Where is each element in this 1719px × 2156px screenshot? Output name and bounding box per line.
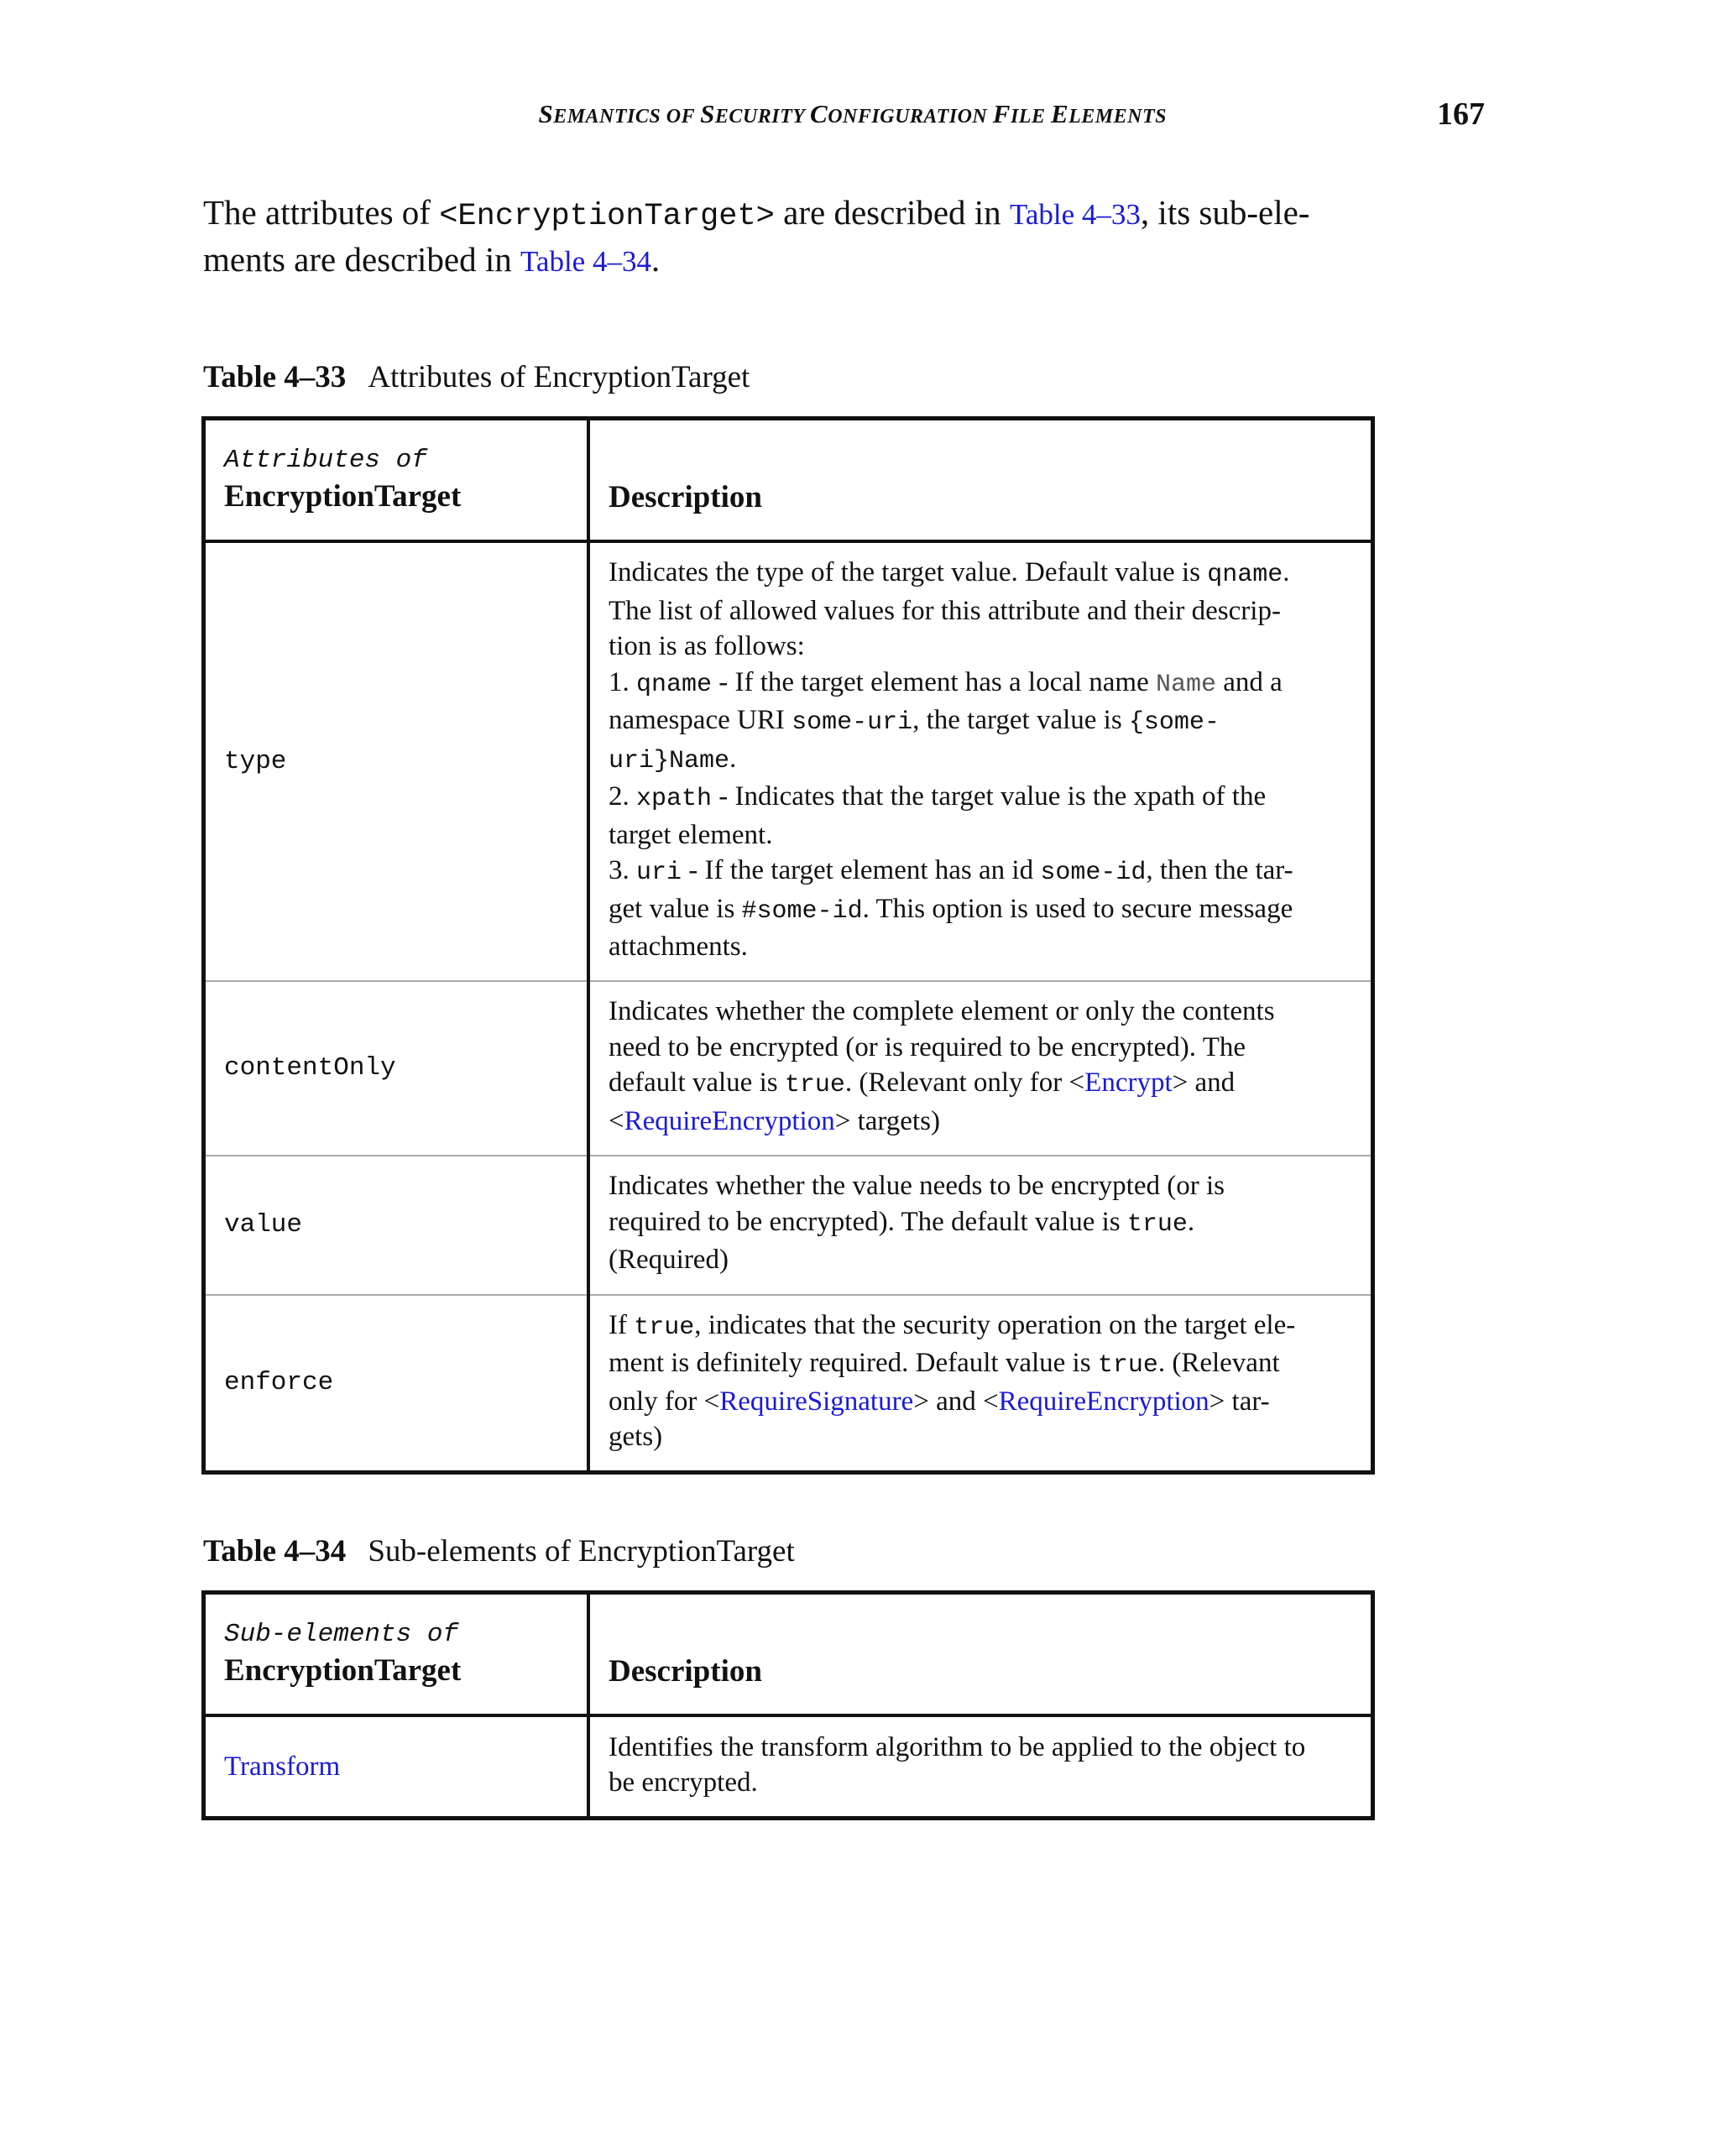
requireencryption-link[interactable]: RequireEncryption <box>624 1105 835 1136</box>
table-4-34-caption: Table 4–34 Sub-elements of EncryptionTarget <box>203 1534 795 1569</box>
table-header-row <box>204 419 1373 542</box>
header-cell-description: Description <box>588 419 1373 542</box>
table-4-33-caption: Table 4–33 Attributes of EncryptionTarget <box>203 360 750 394</box>
intro-paragraph: The attributes of <EncryptionTarget> are described in Table 4–33, its sub-ele- ments are described in Table 4–34. <box>203 193 1310 279</box>
requiresignature-link[interactable]: RequireSignature <box>719 1386 914 1417</box>
attr-description-cell: Indicates whether the value needs to be encrypted (or is required to be encrypted). The default value is true. (Required) <box>588 1156 1373 1295</box>
sub-element-name-cell <box>204 1715 589 1819</box>
table-header-row <box>204 1593 1373 1716</box>
attr-name-cell: enforce <box>204 1295 589 1473</box>
attr-description-cell: If true, indicates that the security operation on the target ele- ment is definitely required. Default value is true. (Relevant only for <RequireSignature> and <RequireEncryption> tar- gets) <box>609 1309 1296 1452</box>
header-cell-attributes: Attributes of EncryptionTarget <box>204 419 589 542</box>
table-4-33-link[interactable]: Table 4–33 <box>1009 198 1141 231</box>
attr-description-cell: Indicates the type of the target value. Default value is qname. The list of allowed values for this attribute and their descrip- tion is as follows: 1. qname - If the target element has a local name Name and a namespace URI some-uri, the target value is {some- uri}Name. 2. xpath - Indicates that the target value is the xpath of the target element. 3. uri - If the target element has an id some-id, then the tar- get value is #some-id. This option is used to secure message attachments. <box>588 541 1373 981</box>
attributes-table <box>201 416 1375 1475</box>
attr-name-cell: contentOnly <box>204 981 589 1156</box>
running-head: SEMANTICS OF SECURITY CONFIGURATION FILE ELEMENTS <box>538 99 1167 128</box>
table-row-value <box>204 1156 1373 1295</box>
attr-name-cell: type <box>204 541 589 981</box>
sub-elements-table <box>201 1590 1375 1820</box>
page-number: 167 <box>1437 97 1485 132</box>
element-name: <EncryptionTarget> <box>439 199 775 234</box>
attr-name-cell: value <box>204 1156 589 1295</box>
sub-element-description-cell: Identifies the transform algorithm to be applied to the object to be encrypted. <box>609 1731 1306 1798</box>
table-row-contentonly <box>204 981 1373 1156</box>
table-row-transform <box>204 1715 1373 1819</box>
table-row-type <box>204 541 1373 981</box>
transform-link[interactable]: Transform <box>224 1751 341 1782</box>
header-cell-description: Description <box>588 1593 1373 1716</box>
requireencryption-link[interactable]: RequireEncryption <box>998 1386 1210 1417</box>
header-cell-sub-elements: Sub-elements of EncryptionTarget <box>204 1593 589 1716</box>
table-4-34-link[interactable]: Table 4–34 <box>520 245 651 278</box>
encrypt-link[interactable]: Encrypt <box>1084 1068 1173 1098</box>
attr-description-cell: Indicates whether the complete element or only the contents need to be encrypted (or is required to be encrypted). The default value is true. (Relevant only for <Encrypt> and <RequireEncryption> targets) <box>588 981 1373 1156</box>
table-row-enforce <box>204 1295 1373 1473</box>
